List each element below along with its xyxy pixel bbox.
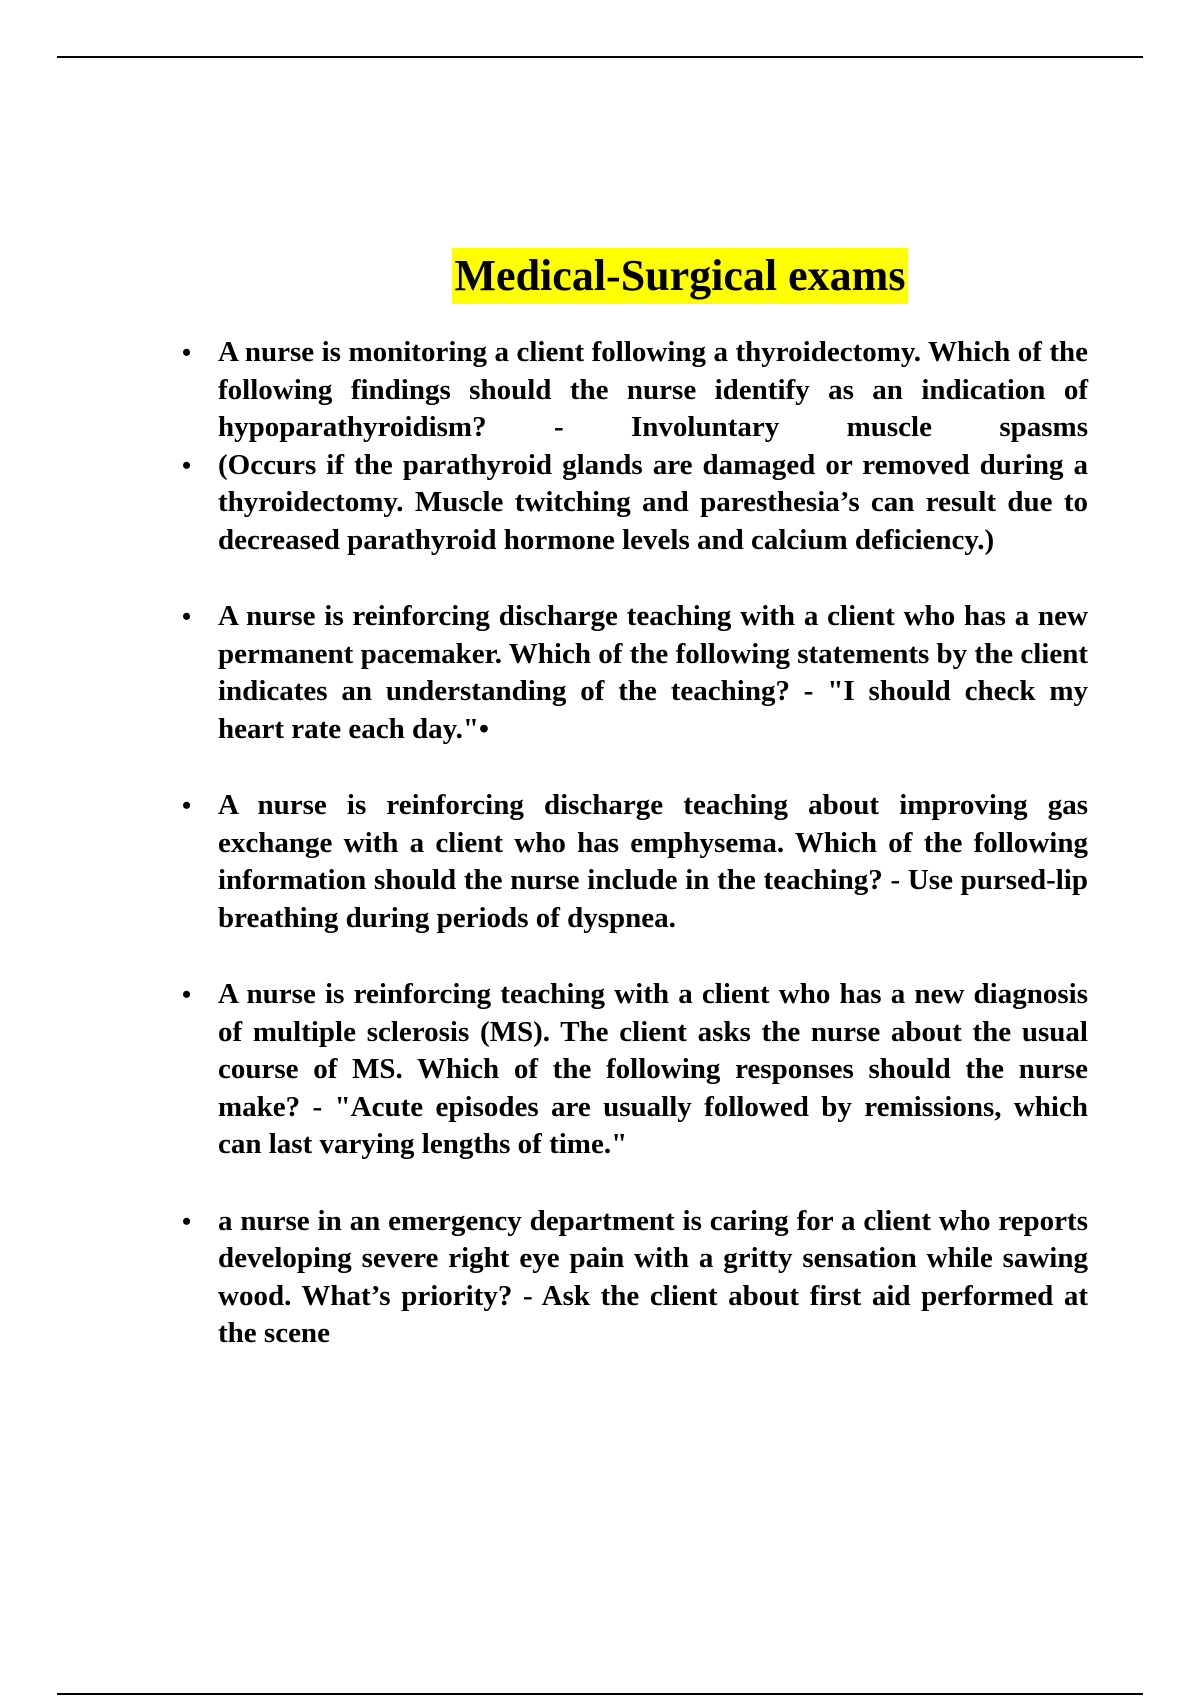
bottom-rule <box>57 1693 1143 1695</box>
list-item: • (Occurs if the parathyroid glands are damaged or removed during a thyroidectomy. Muscle twitching and paresthesia’s can result due to decreased parathyroid hormone levels and calcium deficiency.) <box>218 447 1088 560</box>
list-item: • a nurse in an emergency department is caring for a client who reports developing severe right eye pain with a gritty sensation while sawing wood. What’s priority? - Ask the client about first aid performed at the scene <box>218 1203 1088 1353</box>
top-rule <box>57 56 1143 58</box>
list-item: • A nurse is monitoring a client following a thyroidectomy. Which of the following findings should the nurse identify as an indication of hypoparathyroidism? - Involuntary muscle spasms <box>218 334 1088 447</box>
list-item: • A nurse is reinforcing discharge teaching about improving gas exchange with a client who has emphysema. Which of the following information should the nurse include in the teaching? - Use pursed-lip breathing during periods of dyspnea. <box>218 787 1088 937</box>
document-title: Medical-Surgical exams <box>452 248 909 304</box>
question-list <box>218 334 1088 1353</box>
list-item: • A nurse is reinforcing discharge teaching with a client who has a new permanent pacemaker. Which of the following statements by the client indicates an understanding of the teaching? - "I should check my heart rate each day."• <box>218 598 1088 748</box>
list-item: • A nurse is reinforcing teaching with a client who has a new diagnosis of multiple sclerosis (MS). The client asks the nurse about the usual course of MS. Which of the following responses should the nurse make? - "Acute episodes are usually followed by remissions, which can last varying lengths of time." <box>218 976 1088 1164</box>
title-wrap <box>0 248 1200 304</box>
